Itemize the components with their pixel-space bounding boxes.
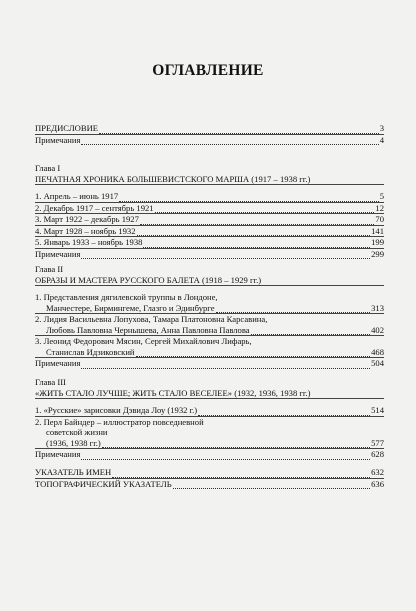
toc-entry-title-continued: (1936, 1938 гг.): [46, 437, 101, 448]
toc-page-number: 70: [375, 214, 384, 224]
toc-page-number: 12: [375, 202, 384, 213]
toc-entry: [35, 292, 384, 313]
toc-entry-title: 3. Леонид Федорович Мясин, Сергей Михайлович Лифарь,: [35, 336, 252, 346]
back-matter: [35, 467, 384, 489]
toc-page-number: 628: [371, 449, 384, 459]
toc-entry: [35, 203, 384, 214]
toc-entry: [35, 237, 384, 248]
toc-entry-name-index: [35, 467, 384, 478]
chapter-2-section: [35, 264, 384, 369]
toc-page-number: 402: [371, 324, 384, 335]
toc-page-number: 468: [371, 346, 384, 357]
toc-page-number: 299: [371, 248, 384, 259]
chapter-label: Глава I: [35, 163, 61, 173]
toc-page-number: 504: [371, 358, 384, 368]
toc-entry-title: 5. Январь 1933 – ноябрь 1938: [35, 237, 143, 247]
toc-page-number: 636: [371, 478, 384, 489]
toc-entry-title-continued: Манчестере, Бирмингеме, Глазго и Эдинбурге: [46, 302, 215, 313]
toc-entry: [35, 226, 384, 237]
toc-entry-title: УКАЗАТЕЛЬ ИМЕН: [35, 467, 112, 477]
toc-entry: [35, 336, 384, 357]
toc-entry-notes: [35, 449, 384, 460]
toc-entry-title-continued: Любовь Павловна Чернышева, Анна Павловна Павлова: [46, 324, 250, 335]
toc-page-number: 5: [379, 191, 384, 201]
toc-page-number: 4: [379, 134, 384, 145]
toc-entry-notes: [35, 358, 384, 369]
toc-entry-title: 2. Декабрь 1917 – сентябрь 1921: [35, 202, 154, 213]
chapter-1-section: [35, 163, 384, 259]
toc-page-number: 313: [371, 302, 384, 313]
toc-page-number: 514: [371, 405, 384, 415]
toc-entry-notes: [35, 135, 384, 146]
toc-entry-title: 1. Представления дягилевской труппы в Лондоне,: [35, 292, 218, 302]
toc-entry-preface: [35, 123, 384, 134]
toc-entry: [35, 417, 384, 449]
toc-entry-title: ТОПОГРАФИЧЕСКИЙ УКАЗАТЕЛЬ: [35, 478, 172, 489]
toc-entry-place-index: [35, 479, 384, 490]
toc-entry-title: 2. Перл Байндер – иллюстратор повседневной: [35, 416, 204, 427]
toc-entry-title: 1. Апрель – июнь 1917: [35, 191, 119, 201]
toc-entry-title: Примечания: [35, 134, 81, 145]
toc-page-number: 632: [371, 467, 384, 477]
toc-entry-title: 2. Лидия Васильевна Лопухова, Тамара Платоновна Карсавина,: [35, 314, 268, 324]
toc-page-number: 3: [379, 123, 384, 133]
toc-entry-title: Примечания: [35, 358, 81, 368]
toc-entry: [35, 314, 384, 335]
chapter-title: ПЕЧАТНАЯ ХРОНИКА БОЛЬШЕВИСТСКОГО МАРША (1917 – 1938 гг.): [35, 173, 311, 184]
toc-entry: [35, 191, 384, 202]
toc-entry: [35, 405, 384, 416]
toc-entry: [35, 249, 384, 260]
toc-entry-title: 1. «Русские» зарисовки Дэвида Лоу (1932 г.): [35, 405, 198, 415]
toc-entry-title-continued: советской жизни: [46, 427, 108, 437]
toc-entry-title: Примечания: [35, 248, 81, 259]
page-title: ОГЛАВЛЕНИЕ: [152, 62, 264, 79]
chapter-3-section: [35, 377, 384, 460]
chapter-title: ОБРАЗЫ И МАСТЕРА РУССКОГО БАЛЕТА (1918 – 1929 гг.): [35, 274, 262, 285]
chapter-title: «ЖИТЬ СТАЛО ЛУЧШЕ; ЖИТЬ СТАЛО ВЕСЕЛЕЕ» (1932, 1936, 1938 гг.): [35, 387, 311, 398]
toc-page-number: 199: [371, 237, 384, 247]
toc-entry-title: 4. Март 1928 – ноябрь 1932: [35, 225, 136, 236]
toc-entry-title: ПРЕДИСЛОВИЕ: [35, 123, 99, 133]
toc-entry-title-continued: Станислав Идзиковский: [46, 346, 135, 357]
front-matter: [35, 123, 384, 145]
toc-entry-title: 3. Март 1922 – декабрь 1927: [35, 214, 139, 224]
chapter-label: Глава III: [35, 377, 66, 387]
toc-entry: [35, 214, 384, 225]
toc-page-number: 577: [371, 437, 384, 448]
toc-entry-title: Примечания: [35, 449, 81, 459]
chapter-label: Глава II: [35, 264, 64, 274]
toc-page-number: 141: [371, 225, 384, 236]
